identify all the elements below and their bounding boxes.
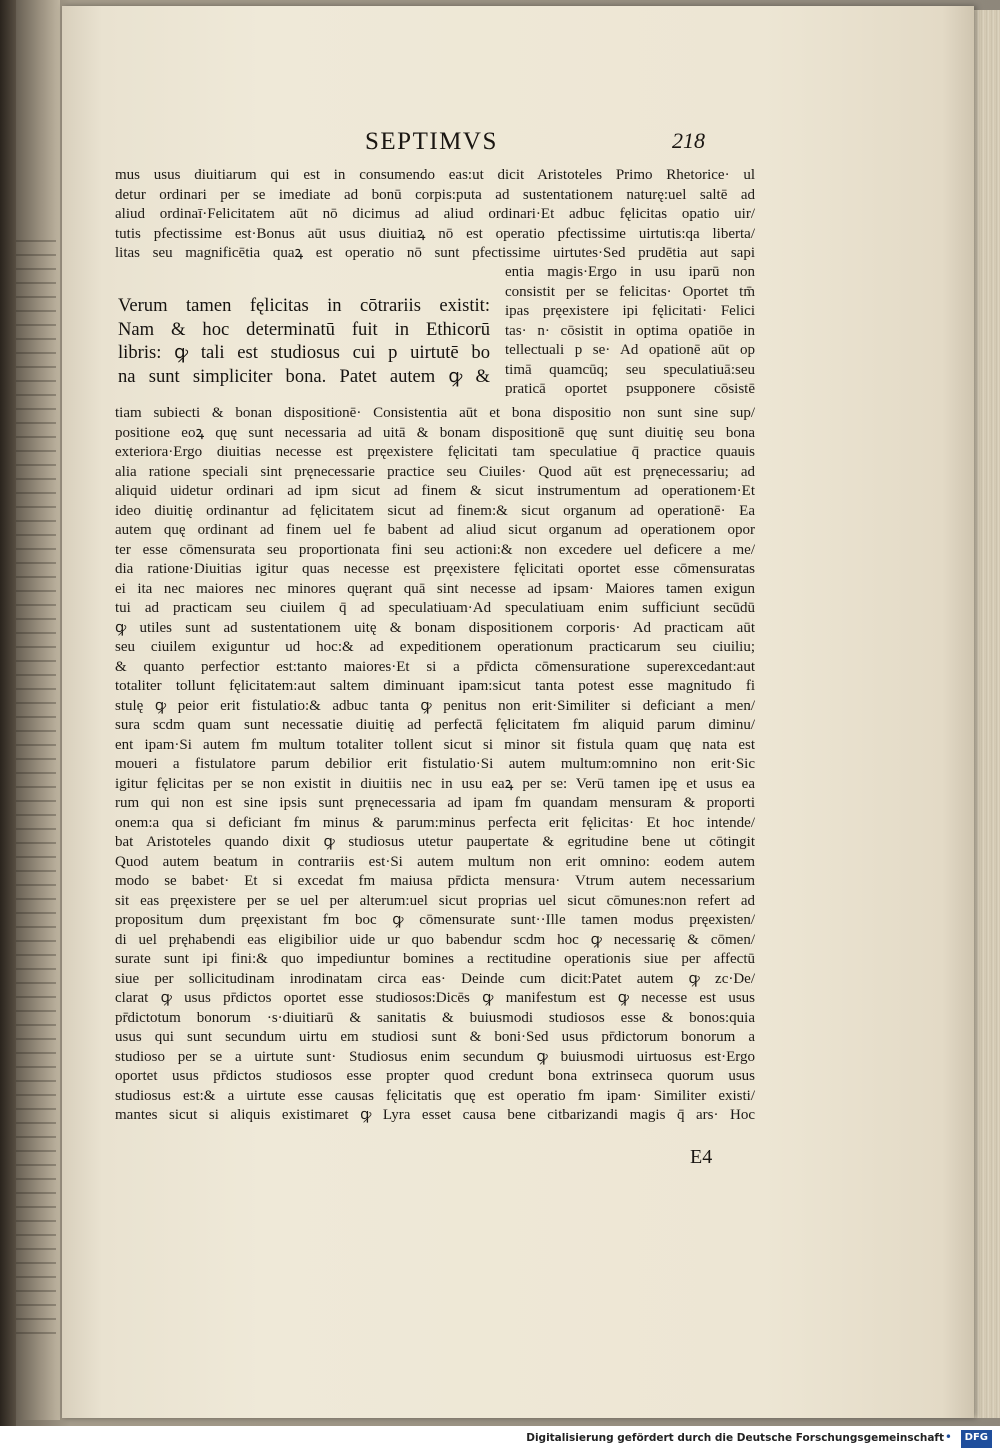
- text-line: positione eoꝝ quę sunt necessaria ad uitā & bonam dispositionē quę sunt diuitię seu bona: [115, 424, 755, 441]
- text-line: modo se babet· Et si excedat fm maiusa pr̄dicta mensura· Vtrum autem necessarium: [115, 873, 755, 889]
- text-line: tiam subiecti & bonan dispositionē· Consistentia aūt et bona dispositio non sunt sine sup/: [115, 405, 755, 421]
- text-line: timā quamcūq; seu speculatiuā:seu: [505, 361, 755, 378]
- commentary-main-block: [115, 404, 755, 1126]
- text-line: exteriora·Ergo diuitias necesse est pręexistere fęlicitati tam speculatiue q̄ practice quauis: [115, 444, 755, 460]
- text-line: ideo diuitię ordinantur ad fęlicitatem sicut ad finem:& sicut organum ad operationē· Ea: [115, 502, 755, 519]
- text-line: onem:a qua si deficiant fm minus & parum:minus perfecta erit fęlicitas· Et hoc intende/: [115, 814, 755, 831]
- text-line: na sunt simpliciter bona. Patet autem ꝙ &: [118, 365, 490, 387]
- text-line: oportet usus pr̄dictos studiosos esse propter quod credunt bona extrinseca quorum usus: [115, 1068, 755, 1084]
- book-spine: [0, 0, 16, 1453]
- text-line: tutis pfectissime est·Bonus aūt usus diuitiaꝝ nō est operatio pfectissime uirtutis:qa liberta/: [115, 225, 755, 242]
- text-line: litas seu magnificētia quaꝝ est operatio nō sunt pfectissime uirtutes·Sed prudētia aut sapi: [115, 245, 755, 261]
- text-line: igitur fęlicitas per se non existit in diuitiis nec in usu eaꝝ per se: Verū tamen ipę et usus ea: [115, 775, 755, 792]
- text-line: ꝙ utiles sunt ad sustentationem uitę & bonam dispositionem corporis· Ad practicam aūt: [115, 619, 755, 636]
- text-line: Verum tamen fęlicitas in cōtrariis existit:: [118, 295, 490, 316]
- text-line: clarat ꝙ usus pr̄dictos oportet esse studiosos:Dicēs ꝙ manifestum est ꝙ necesse est usus: [115, 990, 755, 1006]
- text-line: pr̄dictotum bonorum ·s·diuitiarū & sanitatis & buiusmodi studiosos esse & bonos:quia: [115, 1009, 755, 1026]
- text-line: ei ita nec maiores nec minores quęrant quā sint necesse ad ipsam· Maiores tamen exigun: [115, 580, 755, 597]
- text-line: & quanto perfectior est:tanto maiores·Et si a pr̄dicta cōmensuratione superexcedant:aut: [115, 658, 755, 675]
- text-line: siue per sollicitudinam inrodinatam circa eas· Deinde cum dicit:Patet autem ꝙ zc·De/: [115, 970, 755, 987]
- signature-mark: E4: [690, 1146, 713, 1168]
- text-line: detur ordinari per se imediate ad bonū corpis:puta ad sustentationem naturę:uel saltē ad: [115, 186, 755, 203]
- footer-credit: Digitalisierung gefördert durch die Deutsche Forschungsgemeinschaft: [526, 1432, 944, 1444]
- commentary-right-column: [505, 263, 755, 400]
- text-line: usus qui sunt secundum uirtu em studiosi sunt & boni·Sed usus pr̄dictorum bonorum a: [115, 1029, 755, 1045]
- text-line: Nam & hoc determinatū fuit in Ethicorū: [118, 318, 490, 340]
- text-line: sura scdm quam sunt necessatie diuitię ad perfectā fęlicitatem fm aliquid parum diminu/: [115, 717, 755, 733]
- text-line: tui ad practicam seu ciuilem q̄ ad speculatiuam·Ad speculatiuam enim sufficiunt secūdū: [115, 600, 755, 616]
- text-line: studiosus est:& a uirtute esse causas fęlicitatis quę est operatio fm ipam· Similiter existi/: [115, 1087, 755, 1104]
- text-line: surate sunt ipi fini:& quo impediuntur bomines a rectitudine operationis siue per affectū: [115, 951, 755, 967]
- text-line: propositum dum pręexistant fm boc ꝙ cōmensurate sunt··Ille tamen modus pręexisten/: [115, 912, 755, 928]
- dfg-logo: DFG: [961, 1430, 992, 1448]
- text-line: ipas pręexistere ipi fęlicitati· Felici: [505, 303, 755, 319]
- text-line: totaliter tollunt fęlicitatem:aut saltem diminuant ipam:sicut tanta potest esse magnitudo fi: [115, 678, 755, 694]
- text-line: entia magis·Ergo in usu iparū non: [505, 264, 755, 280]
- text-line: sit eas pręexistere per se uel per alterum:uel sicut proprias uel sicut cōmunes:non refert ad: [115, 892, 755, 909]
- text-line: Quod autem beatum in contrariis est·Si autem multum non erit omnino: eodem autem: [115, 853, 755, 870]
- text-line: praticā oportet psupponere cōsistē: [505, 381, 755, 397]
- text-line: tas· n· cōsistit in optima opatiōe in: [505, 322, 755, 339]
- text-line: stulę ꝙ peior erit fistulatio:& adbuc tanta ꝙ penitus non erit·Similiter si deficiant a men/: [115, 697, 755, 714]
- text-line: autem quę ordinant ad finem uel fe babent ad aliud sicut organum ad operationem opor: [115, 522, 755, 538]
- text-line: dia ratione·Diuitias igitur quas necesse est pręexistere fęlicitati oportet esse cōmensuratas: [115, 561, 755, 577]
- running-head: SEPTIMVS: [365, 128, 498, 155]
- text-line: di uel pręhabendi eas eligibilior uide ur quo babendur scdm hoc ꝙ necessarię & cōmen/: [115, 931, 755, 948]
- text-line: ent ipam·Si autem fm multum totaliter tollent sicut si minor sit fistula quam quę nata est: [115, 736, 755, 753]
- text-line: tellectuali p se· Ad opationē aūt op: [505, 342, 755, 358]
- text-line: alia ratione speciali sint pręnecessarie practice seu Ciuiles· Quod aūt est pręnecessariu; ad: [115, 463, 755, 480]
- text-line: ter esse cōmensurata seu proportionata fini seu actioni:& non excedere uel deficere a me/: [115, 541, 755, 558]
- folio-number: 218: [672, 128, 705, 153]
- text-line: mantes sicut si aliquis existimaret ꝙ Lyra esset causa bene citbarizandi magis q̄ ars· Hoc: [115, 1107, 755, 1123]
- text-line: studioso per se a uirtute sunt· Studiosus enim secundum ꝙ buiusmodi uirtuosus est·Ergo: [115, 1048, 755, 1065]
- text-line: libris: ꝙ tali est studiosus cui p uirtutē bo: [118, 342, 490, 363]
- text-line: seu ciuilem exiguntur ud hoc:& ad expeditionem operationum practicarum seu ciuiliu;: [115, 639, 755, 655]
- text-line: consistit per se felicitas· Oportet tm̄: [505, 283, 755, 300]
- text-line: rum qui non est sine ipsis sunt pręnecessaria ad ipam fm quandam mensuram & proporti: [115, 795, 755, 811]
- footer-separator-dot-icon: •: [944, 1430, 952, 1444]
- text-line: aliud ordinaī·Felicitatem aūt nō dicimus ad aliud ordinari·Et adbuc fęlicitas opatio uir/: [115, 206, 755, 222]
- commentary-top-block: [115, 166, 755, 264]
- text-line: mus usus diuitiarum qui est in consumendo eas:ut dicit Aristoteles Primo Rhetorice· ul: [115, 167, 755, 183]
- aristotle-lemma-block: [118, 294, 490, 388]
- text-line: moueri a fistulatore parum debilior erit fistulatio·Si autem multum:omnino non erit·Sic: [115, 756, 755, 772]
- text-line: aliquid uidetur ordinari ad ipm sicut ad finem & sicut instrumentum ad operationem·Et: [115, 483, 755, 499]
- text-line: bat Aristoteles quando dixit ꝙ studiosus utetur paupertate & egritudine bene ut cōtingit: [115, 834, 755, 850]
